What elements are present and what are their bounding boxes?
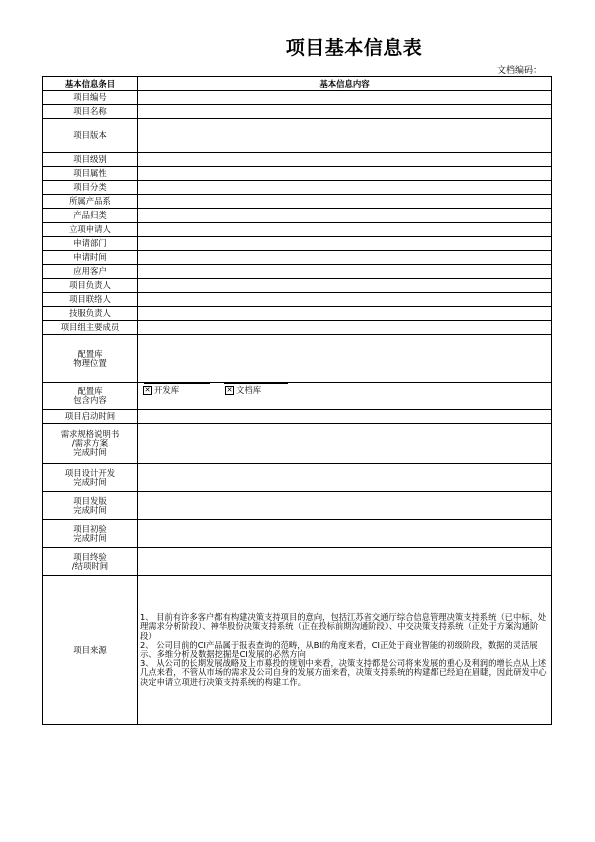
field-initial-acceptance[interactable] (138, 520, 552, 548)
checkbox-dev-repo[interactable] (143, 384, 179, 396)
field-project-category[interactable] (138, 181, 552, 195)
label-department: 申请部门 (43, 237, 138, 251)
source-paragraph-2: 2、 公司目前的CI产品属于报表查询的范畴，从BI的角度来看，CI正处于商业智能的初级阶段，数据的灵活展示、多维分析及数据挖掘是CI发展的必然方向 (140, 639, 538, 659)
field-tech-service-lead[interactable] (138, 307, 552, 321)
field-project-contact[interactable] (138, 293, 552, 307)
checkbox-checked-icon: ✕ (144, 385, 151, 394)
header-item: 基本信息条目 (43, 77, 138, 91)
label-project-contact: 项目联络人 (43, 293, 138, 307)
field-project-name[interactable] (138, 105, 552, 119)
field-project-lead[interactable] (138, 279, 552, 293)
label-config-location: 配置库 物理位置 (43, 335, 138, 383)
page-title: 项目基本信息表 (285, 37, 423, 59)
field-product-class[interactable] (138, 209, 552, 223)
label-final-acceptance: 项目终验 /结项时间 (43, 548, 138, 576)
checkbox-dev-repo-label: 开发库 (154, 385, 180, 395)
field-project-source[interactable] (138, 576, 552, 725)
source-paragraph-1: 1、 目前有许多客户都有构建决策支持项目的意向，包括江苏省交通厅综合信息管理决策支持系统（已中标，处理需求分析阶段）、神华股份决策支持系统（正在投标前期沟通阶段）、中交决策支持系统（正处于方案沟通阶段） (140, 612, 547, 641)
field-team-members[interactable] (138, 321, 552, 335)
field-config-contents (138, 383, 552, 410)
table-header-row (43, 77, 552, 91)
field-start-time[interactable] (138, 410, 552, 424)
header-content: 基本信息内容 (138, 77, 552, 91)
field-design-done[interactable] (138, 464, 552, 492)
label-design-done: 项目设计开发 完成时间 (43, 464, 138, 492)
field-product-line[interactable] (138, 195, 552, 209)
field-project-attribute[interactable] (138, 167, 552, 181)
label-product-class: 产品归类 (43, 209, 138, 223)
field-applicant[interactable] (138, 223, 552, 237)
label-apply-time: 申请时间 (43, 251, 138, 265)
field-client[interactable] (138, 265, 552, 279)
field-config-location[interactable] (138, 335, 552, 383)
field-project-version[interactable] (138, 119, 552, 153)
doc-number-label: 文档编码： (496, 66, 542, 76)
field-release-done[interactable] (138, 492, 552, 520)
label-applicant: 立项申请人 (43, 223, 138, 237)
field-apply-time[interactable] (138, 251, 552, 265)
checkbox-checked-icon: ✕ (226, 385, 233, 394)
label-config-contents: 配置库 包含内容 (43, 383, 138, 410)
label-release-done: 项目发版 完成时间 (43, 492, 138, 520)
label-team-members: 项目组主要成员 (43, 321, 138, 335)
label-client: 应用客户 (43, 265, 138, 279)
project-info-table (42, 76, 552, 725)
field-final-acceptance[interactable] (138, 548, 552, 576)
label-project-attribute: 项目属性 (43, 167, 138, 181)
label-requirements-done: 需求规格说明书 /需求方案 完成时间 (43, 424, 138, 464)
field-project-level[interactable] (138, 153, 552, 167)
field-project-number[interactable] (138, 91, 552, 105)
label-project-category: 项目分类 (43, 181, 138, 195)
label-initial-acceptance: 项目初验 完成时间 (43, 520, 138, 548)
label-project-source: 项目来源 (43, 576, 138, 725)
label-tech-service-lead: 技服负责人 (43, 307, 138, 321)
source-paragraph-3: 3、 从公司的长期发展战略及上市募投的规划中来看，决策支持都是公司将来发展的重心及利润的增长点从上述几点来看，不管从市场的需求及公司自身的发展方面来看，决策支持系统的构建都已经迫在眉睫，因此研发中心决定申请立项进行决策支持系统的构建工作。 (140, 658, 547, 687)
label-project-name: 项目名称 (43, 105, 138, 119)
label-project-level: 项目级别 (43, 153, 138, 167)
label-start-time: 项目启动时间 (43, 410, 138, 424)
label-project-number: 项目编号 (43, 91, 138, 105)
label-project-lead: 项目负责人 (43, 279, 138, 293)
field-department[interactable] (138, 237, 552, 251)
field-requirements-done[interactable] (138, 424, 552, 464)
label-project-version: 项目版本 (43, 119, 138, 153)
checkbox-doc-repo[interactable] (225, 384, 261, 396)
checkbox-doc-repo-label: 文档库 (236, 385, 262, 395)
label-product-line: 所属产品系 (43, 195, 138, 209)
